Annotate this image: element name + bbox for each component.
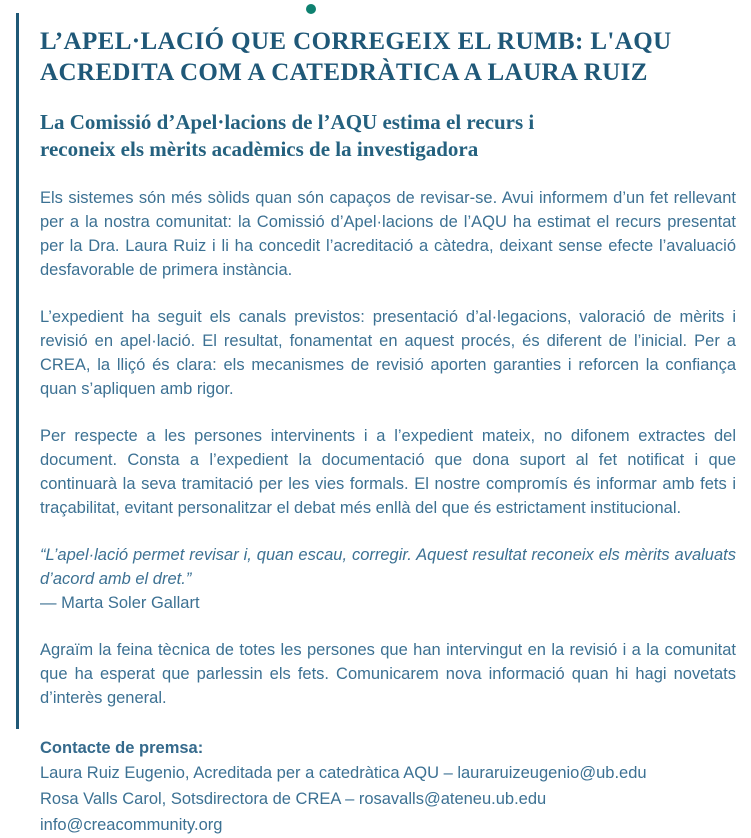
subheadline-line-1: La Comissió d’Apel·lacions de l’AQU estima el recurs i (40, 110, 535, 134)
subheadline (40, 109, 736, 163)
headline-line-2: ACREDITA COM A CATEDRÀTICA A LAURA RUIZ (40, 59, 648, 86)
headline (40, 26, 736, 88)
subheadline-line-2: reconeix els mèrits acadèmics de la investigadora (40, 137, 479, 161)
press-contact-line-2: Rosa Valls Carol, Sotsdirectora de CREA – rosavalls@ateneu.ub.edu (40, 790, 547, 808)
paragraph-confidentiality: Per respecte a les persones intervinents i a l’expedient mateix, no difonem extractes del document. Consta a l’expedient la documentació que dona suport al fet notificat i que continuarà la seva tramitació per les vies formals. El nostre compromís és informar amb fets i traçabilitat, evitant personalitzar el debat més enllà del que és estrictament institucional. (40, 427, 736, 517)
paragraph-announcement: Els sistemes són més sòlids quan són capaços de revisar-se. Avui informem d’un fet rellevant per a la nostra comunitat: la Comissió d’Apel·lacions de l’AQU ha estimat el recurs presentat per la Dra. Laura Ruiz i li ha concedit l’acreditació a càtedra, deixant sense efecte l’avaluació desfavorable de primera instància. (40, 189, 736, 279)
press-contact-section (40, 736, 736, 838)
paragraph-closing: Agraïm la feina tècnica de totes les persones que han intervingut en la revisió i a la comunitat que ha esperat que parlessin els fets. Comunicarem nova informació quan hi hagi novetats d’interès general. (40, 641, 736, 707)
paragraph-process: L’expedient ha seguit els canals previstos: presentació d’al·legacions, valoració de mèrits i revisió en apel·lació. El resultat, fonamentat en aquest procés, és diferent de l’inicial. Per a CREA, la lliçó és clara: els mecanismes de revisió aporten garanties i reforcen la confiança quan s’apliquen amb rigor. (40, 308, 736, 398)
press-contact-heading: Contacte de premsa: (40, 739, 204, 757)
press-contact-line-3: info@creacommunity.org (40, 816, 223, 834)
brand-dot-icon (306, 4, 316, 14)
press-contact-line-1: Laura Ruiz Eugenio, Acreditada per a catedràtica AQU – lauraruizeugenio@ub.edu (40, 764, 647, 782)
press-release (40, 26, 736, 838)
quote-attribution: — Marta Soler Gallart (40, 594, 200, 612)
quote-text: “L’apel·lació permet revisar i, quan escau, corregir. Aquest resultat reconeix els mèrits avaluats d’acord amb el dret.” (40, 546, 736, 588)
left-accent-bar (16, 13, 19, 729)
headline-line-1: L’APEL·LACIÓ QUE CORREGEIX EL RUMB: L'AQU (40, 28, 672, 55)
quote-block (40, 543, 736, 615)
